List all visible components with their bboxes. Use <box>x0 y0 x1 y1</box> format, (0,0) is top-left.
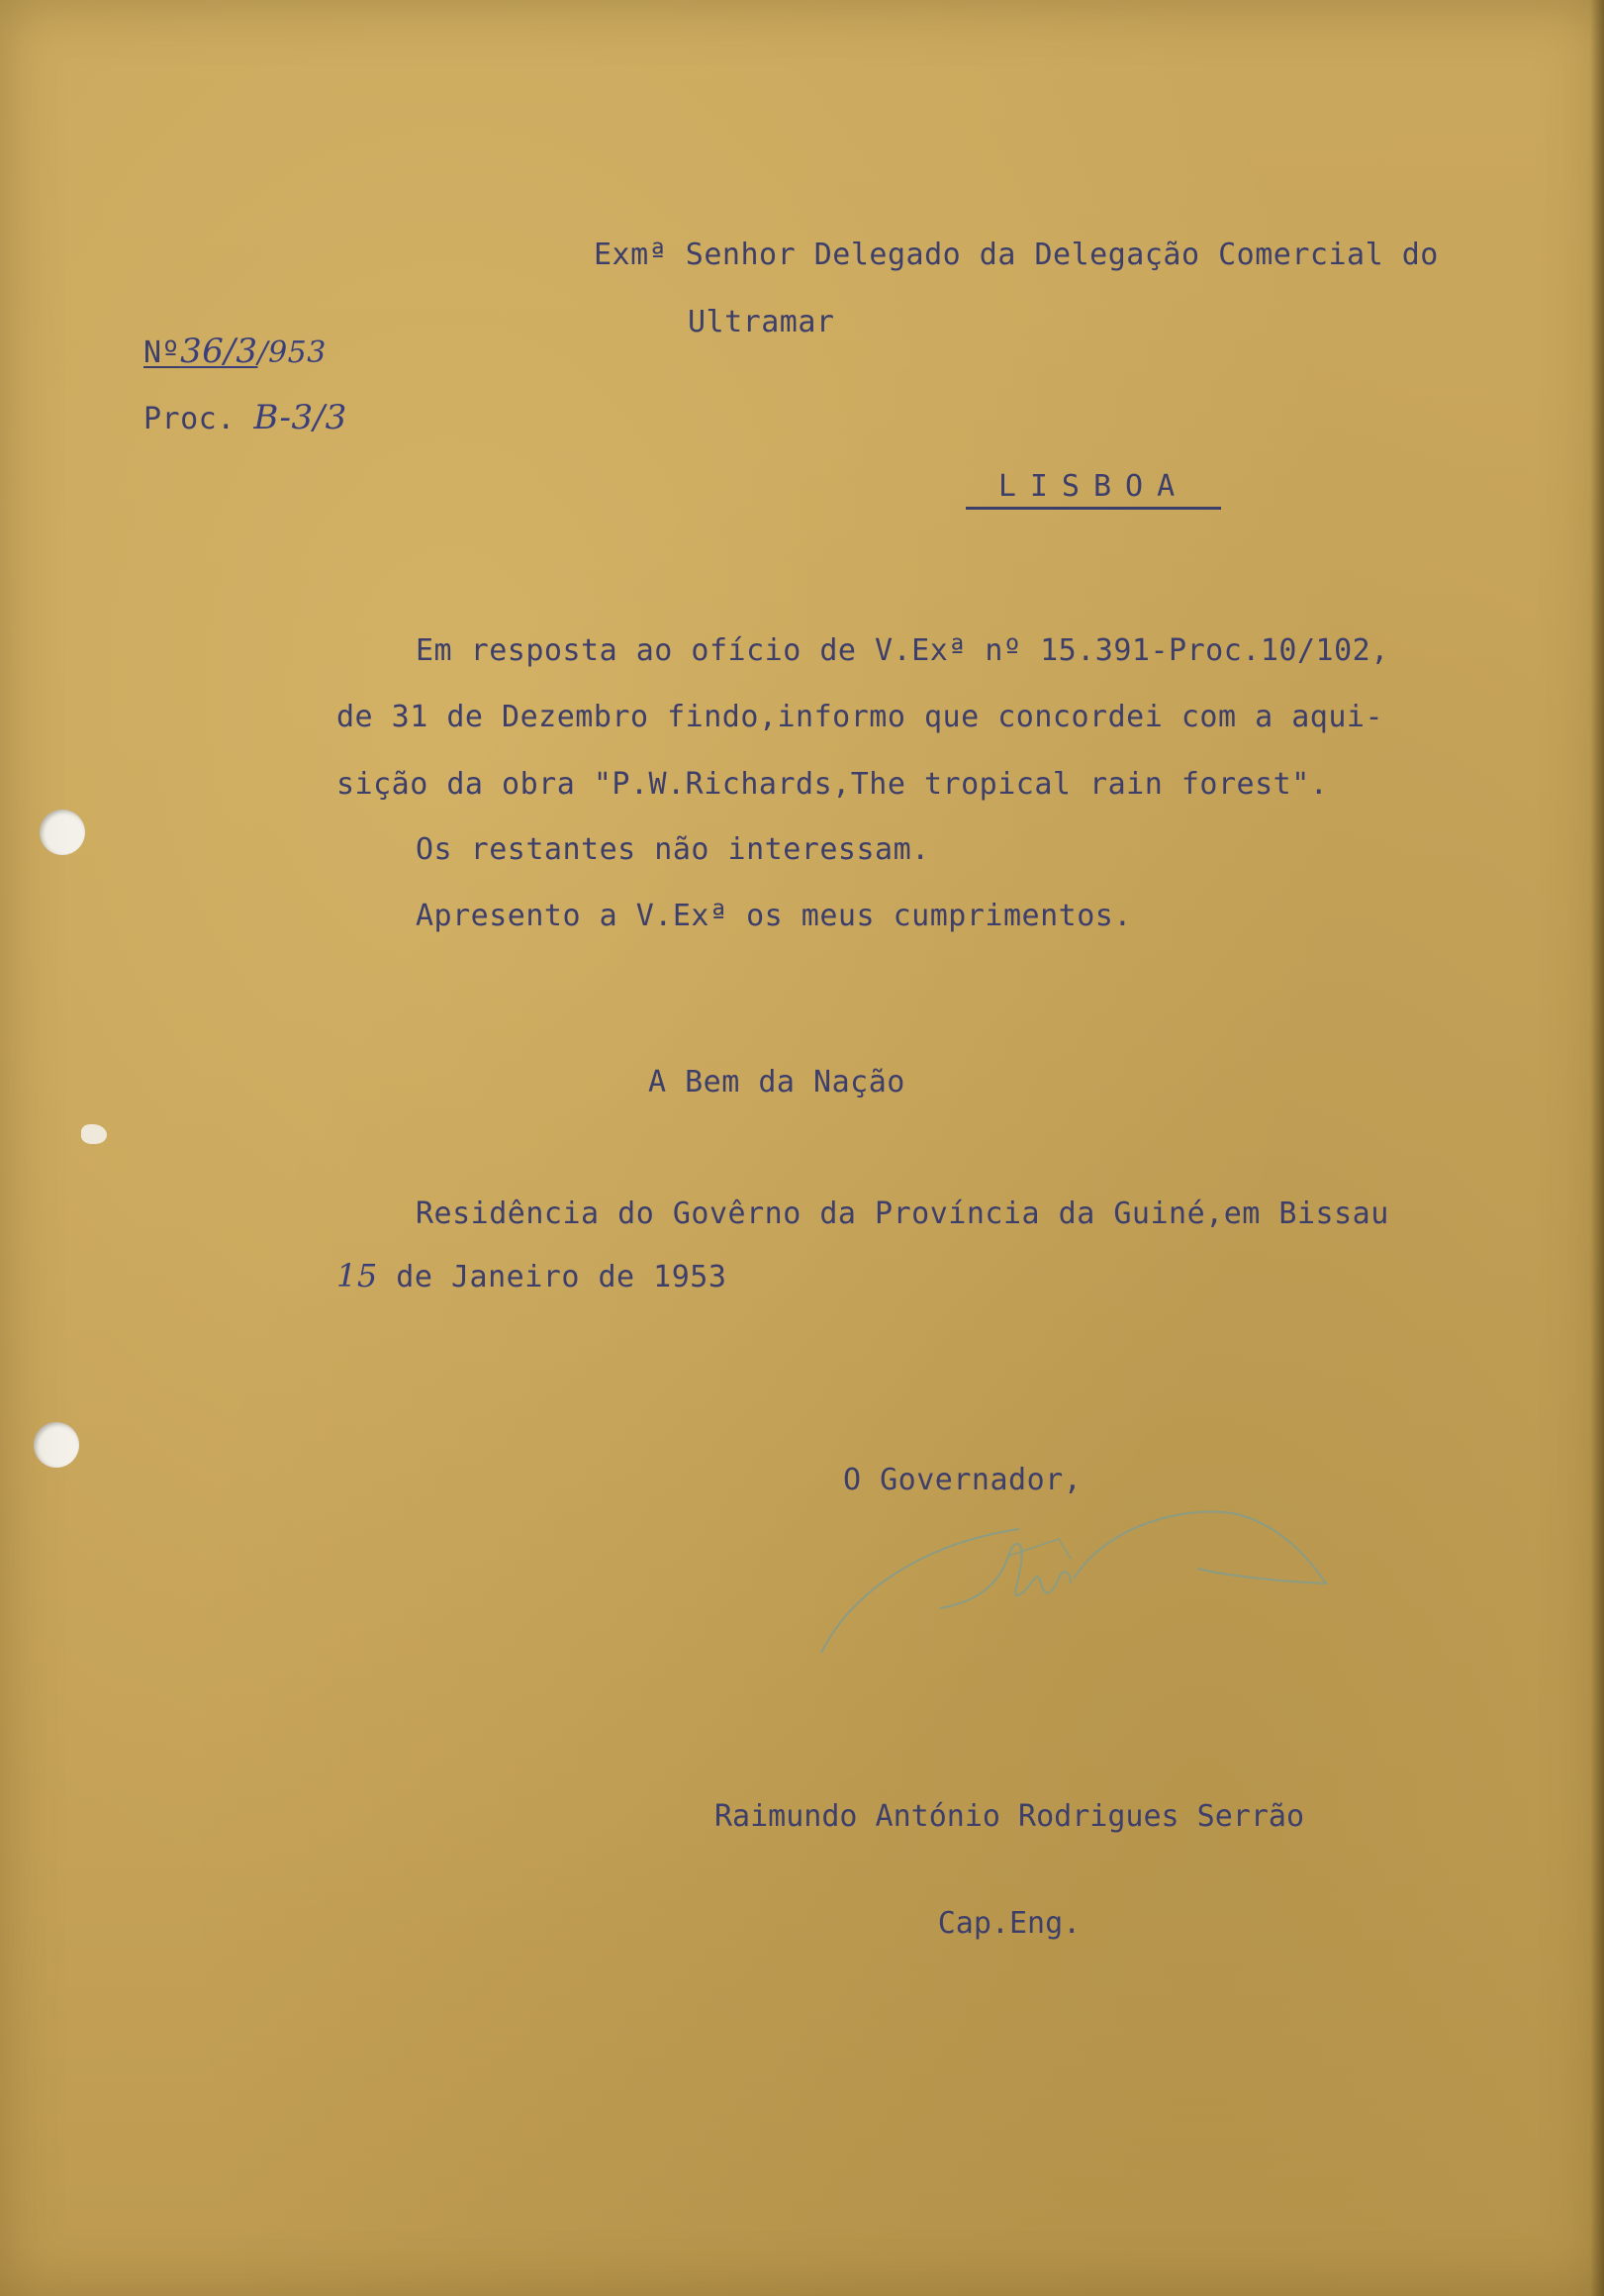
reference-number <box>143 334 327 371</box>
paper-edge <box>1590 0 1604 2296</box>
signatory-block <box>554 1728 1464 2013</box>
handwritten-proc: B-3/3 <box>253 398 347 437</box>
addressee-line-1: Exmª Senhor Delegado da Delegação Comercial do <box>594 238 1439 272</box>
body-line-3: sição da obra "P.W.Richards,The tropical rain forest". <box>336 767 1329 802</box>
number-year: /953 <box>257 335 327 370</box>
signatory-name: Raimundo António Rodrigues Serrão <box>713 1799 1305 1834</box>
body-line-4: Os restantes não interessam. <box>416 832 930 867</box>
signatory-rank: Cap.Eng. <box>937 1906 1082 1941</box>
addressee-city: LISBOA <box>966 469 1221 510</box>
addressee-line-2: Ultramar <box>688 305 835 339</box>
handwritten-day: 15 <box>336 1257 378 1294</box>
punch-hole-bottom <box>34 1422 79 1468</box>
punch-hole-top <box>40 810 85 855</box>
handwritten-number: 36/3 <box>180 332 258 371</box>
signature-mark <box>811 1484 1336 1663</box>
date-text: de Janeiro de 1953 <box>377 1260 727 1294</box>
body-line-2: de 31 de Dezembro findo,informo que concordei com a aqui- <box>336 700 1384 734</box>
number-label: Nº <box>143 335 181 370</box>
closing-place: Residência do Govêrno da Província da Guiné,em Bissau <box>416 1196 1389 1231</box>
closing-salutation: A Bem da Nação <box>648 1065 905 1100</box>
proc-label: Proc. <box>143 402 236 436</box>
closing-date <box>336 1258 726 1295</box>
signatory-title: O Governador, <box>843 1463 1083 1497</box>
body-line-1: Em resposta ao ofício de V.Exª nº 15.391-Proc.10/102, <box>416 633 1389 668</box>
body-line-5: Apresento a V.Exª os meus cumprimentos. <box>416 899 1132 933</box>
process-number <box>143 400 347 437</box>
paper-tear <box>81 1124 107 1144</box>
